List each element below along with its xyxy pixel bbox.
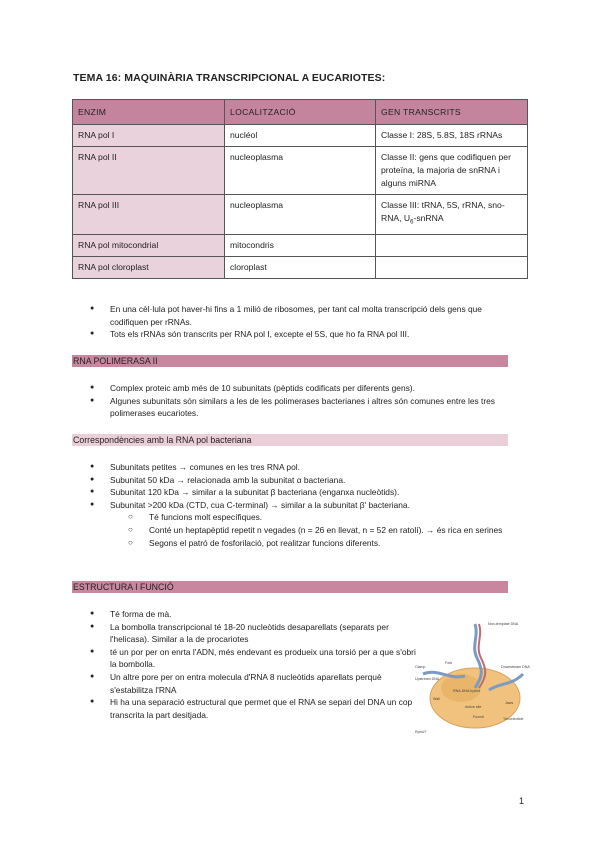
rna-polymerase-structure-figure <box>413 616 530 738</box>
list-item: ● Tots els rRNAs són transcrits per RNA pol I, excepte el 5S, que ho fa RNA pol III. <box>90 328 520 341</box>
table-cell: cloroplast <box>225 256 376 278</box>
figure-label: Fork <box>445 661 453 665</box>
figure-label: Active site <box>465 705 482 709</box>
table-cell: RNA pol cloroplast <box>73 256 225 278</box>
list-item: ● Subunitat 120 kDa → similar a la subunitat β bacteriana (enganxa nucleòtids). <box>90 486 530 499</box>
figure-label: Wall <box>433 697 440 701</box>
table-cell <box>376 234 528 256</box>
enzyme-table <box>72 99 528 279</box>
figure-label: Funnel <box>473 715 484 719</box>
table-cell: Classe II: gens que codifiquen per proteïna, la majoria de snRNA i alguns miRNA <box>376 147 528 195</box>
sub-list <box>110 511 530 549</box>
figure-label: Rpb4/7 <box>415 730 427 734</box>
table-header: ENZIM <box>73 100 225 125</box>
list-item: ● Un altre pore per on entra molecula d'RNA 8 nucleòtids aparellats perquè s'estabilitza l'RNA <box>90 671 420 696</box>
table-cell <box>376 256 528 278</box>
figure-label: RNA-DNA hybrid <box>453 689 480 693</box>
table-row <box>73 256 528 278</box>
list-item: ● Subunitat 50 kDa → relacionada amb la subunitat α bacteriana. <box>90 474 530 487</box>
table-header: LOCALITZACIÓ <box>225 100 376 125</box>
sub-list-text: Conté un heptapèptid repetit n vegades (n = 26 en llevat, n = 52 en ratolí). → és rica en serines <box>149 524 503 535</box>
table-row <box>73 234 528 256</box>
table-cell <box>376 195 528 235</box>
list-item: ● Hi ha una separació estructural que permet que el RNA se separi del DNA un cop transcrita la part desitjada. <box>90 696 420 721</box>
list-item: ● té un por per on enrta l'ADN, més endevant es produeix una torsió per a que s'obri la bombolla. <box>90 646 420 671</box>
sub-list-item <box>128 511 530 524</box>
table-row <box>73 147 528 195</box>
list-item: ● Té forma de mà. <box>90 608 420 621</box>
table-cell: RNA pol mitocondrial <box>73 234 225 256</box>
table-cell: nucleoplasma <box>225 147 376 195</box>
table-cell: RNA pol II <box>73 147 225 195</box>
list-item: ● Algunes subunitats són similars a les de les polimerases bacterianes i altres són comunes entre les tres polimerases eucariotes. <box>90 395 520 420</box>
sub-list-text: Té funcions molt específiques. <box>149 512 263 523</box>
section-heading-correspondences: Correspondències amb la RNA pol bacteriana <box>72 434 508 446</box>
table-header-row <box>73 100 528 125</box>
list-item <box>90 499 530 549</box>
page-title: TEMA 16: MAQUINÀRIA TRANSCRIPCIONAL A EUCARIOTES: <box>73 72 386 84</box>
section-heading-rna-pol-ii: RNA POLIMERASA II <box>72 355 508 367</box>
list-item: ● En una cèl·lula pot haver-hi fins a 1 milió de ribosomes, per tant cal molta transcripció dels gens que codifiquen per rRNAs. <box>90 303 520 328</box>
sub-list-item <box>128 524 530 537</box>
figure-label: Downstream DNA <box>501 665 530 669</box>
sub-list-text: Segons el patró de fosforilació, pot realitzar funcions diferents. <box>149 537 381 548</box>
list-item: ● Subunitats petites → comunes en les tres RNA pol. <box>90 461 530 474</box>
list-item: ● Complex proteic amb més de 10 subunitats (pèptids codificats per diferents gens). <box>90 382 520 395</box>
cell-text: -snRNA <box>413 213 444 223</box>
section-heading-structure: ESTRUCTURA I FUNCIÓ <box>72 581 508 593</box>
table-row <box>73 195 528 235</box>
section2-list <box>90 461 530 549</box>
figure-label: Trinucleotide <box>503 717 524 721</box>
subscript: 6 <box>410 219 414 226</box>
table-cell: mitocondris <box>225 234 376 256</box>
list-item-text: Subunitat >200 kDa (CTD, cua C-terminal) → similar a la subunitat β' bacteriana. <box>110 499 410 510</box>
list-item: ● La bombolla transcripcional té 18-20 nucleòtids desaparellats (separats per l'helicasa). Similar a la de procariotes <box>90 621 420 646</box>
table-cell: nucleoplasma <box>225 195 376 235</box>
figure-label: Jaws <box>505 701 514 705</box>
figure-label: Non-template DNA <box>488 622 519 626</box>
cell-text: Classe III: tRNA, 5S, rRNA, sno-RNA, U <box>381 200 505 223</box>
table-cell: RNA pol I <box>73 125 225 147</box>
section1-list <box>90 382 520 420</box>
table-cell: Classe I: 28S, 5.8S, 18S rRNAs <box>376 125 528 147</box>
table-cell: nucléol <box>225 125 376 147</box>
table-row <box>73 125 528 147</box>
intro-list <box>90 303 520 341</box>
sub-list-item <box>128 537 530 550</box>
table-header: GEN TRANSCRITS <box>376 100 528 125</box>
section3-list <box>90 608 420 721</box>
figure-label: Clamp <box>415 665 426 669</box>
table-cell: RNA pol III <box>73 195 225 235</box>
page-number: 1 <box>519 796 525 806</box>
figure-label: Upstream DNA <box>415 677 440 681</box>
